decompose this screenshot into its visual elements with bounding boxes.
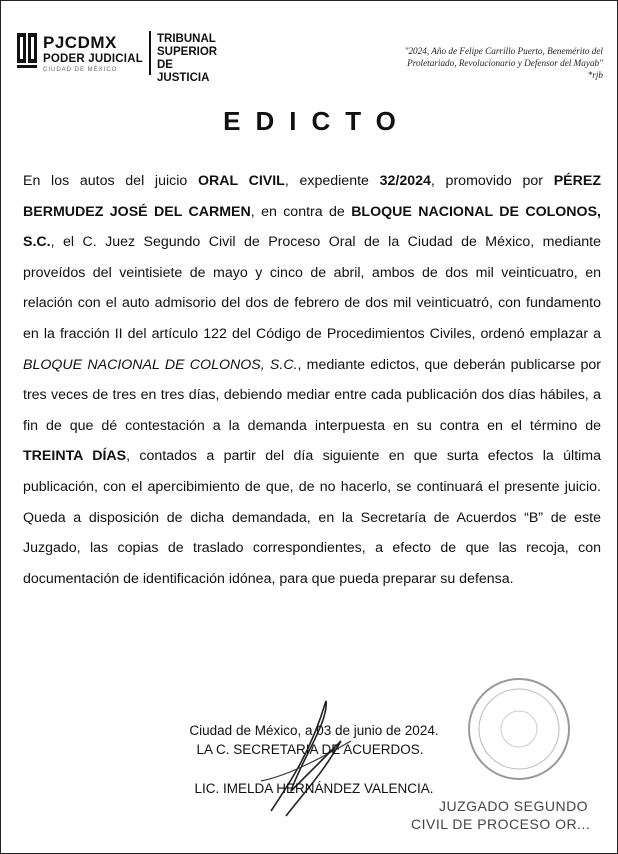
brand-name: PJCDMX	[43, 33, 117, 52]
logo-divider	[149, 31, 151, 75]
poder-judicial: PODER JUDICIAL	[43, 53, 143, 65]
court-stamp-text: JUZGADO SEGUNDO CIVIL DE PROCESO OR...	[411, 798, 591, 832]
tribunal-name: TRIBUNAL SUPERIOR DE JUSTICIA	[157, 33, 218, 84]
place-date: Ciudad de México, a 03 de junio de 2024.	[189, 723, 439, 738]
signatory-name: LIC. IMELDA HERNÁNDEZ VALENCIA.	[194, 781, 434, 796]
edict-body	[23, 166, 601, 594]
year-motto: "2024, Año de Felipe Carrillo Puerto, Benemérito del Proletariado, Revolucionario y Defensor del Mayab" *rjb	[404, 46, 603, 80]
pjcdmx-logo	[17, 31, 227, 84]
pj-emblem-icon	[17, 31, 39, 71]
edict-paragraph: En los autos del juicio ORAL CIVIL, expediente 32/2024, promovido por PÉREZ BERMUDEZ JOSÉ DEL CARMEN, en contra de BLOQUE NACIONAL DE COLONOS, S.C., el C. Juez Segundo Civil de Proceso Oral de la Ciudad de México, mediante proveídos del veintisiete de mayo y cinco de abril, ambos de dos mil veinticuatro, en relación con el auto admisorio del dos de febrero de dos mil veinticuatró, con fundamento en la fracción II del artículo 122 del Código de Procedimientos Civiles, ordenó emplazar a BLOQUE NACIONAL DE COLONOS, S.C., mediante edictos, que deberán publicarse por tres veces de tres en tres días, debiendo mediar entre cada publicación dos días hábiles, a fin de que dé contestación a la demanda interpuesta en su contra en el término de TREINTA DÍAS, contados a partir del día siguiente en que surta efectos la última publicación, con el apercibimiento de que, de no hacerlo, se continuará el presente juicio. Queda a disposición de dicha demandada, en la Secretaría de Acuerdos “B” de este Juzgado, las copias de traslado correspondientes, a efecto de que las recoja, con documentación de identificación idónea, para que pueda preparar su defensa.	[23, 173, 602, 587]
brand-subtitle: CIUDAD DE MÉXICO	[43, 67, 118, 73]
signatory-role: LA C. SECRETARIA DE ACUERDOS.	[196, 742, 424, 757]
document-title: EDICTO	[223, 106, 411, 136]
